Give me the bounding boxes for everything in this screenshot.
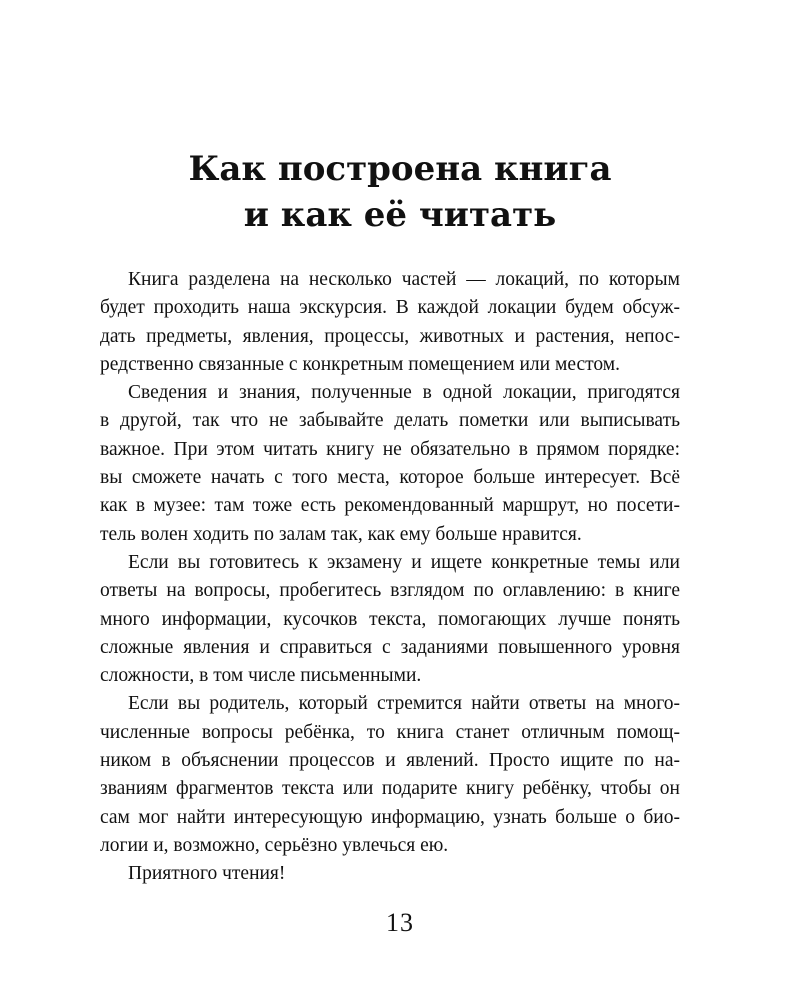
body-text bbox=[100, 266, 680, 889]
text-line: дать предметы, явления, процессы, животных и растения, непос- bbox=[100, 325, 680, 347]
text-line: сам мог найти интересующую информацию, узнать больше о био- bbox=[100, 806, 680, 828]
text-line: Книга разделена на несколько частей — локаций, по которым bbox=[128, 269, 680, 290]
text-line: редственно связанные с конкретным помещением или местом. bbox=[100, 353, 620, 375]
chapter-title-line-1: Как построена книга bbox=[188, 149, 612, 189]
text-line: логии и, возможно, серьёзно увлечься ею. bbox=[100, 834, 449, 856]
text-line: Приятного чтения! bbox=[128, 863, 286, 885]
text-line: тель волен ходить по залам так, как ему больше нравится. bbox=[100, 523, 582, 545]
text-line: в другой, так что не забывайте делать пометки или выписывать bbox=[100, 410, 680, 432]
paragraph-1 bbox=[100, 266, 680, 379]
text-line: будет проходить наша экскурсия. В каждой локации будем обсуж- bbox=[100, 297, 680, 319]
text-line: Если вы родитель, который стремится найти ответы на много- bbox=[128, 693, 680, 715]
text-line: много информации, кусочков текста, помогающих лучше понять bbox=[100, 608, 680, 630]
text-line: сложные явления и справиться с заданиями повышенного уровня bbox=[100, 636, 680, 658]
chapter-title bbox=[0, 146, 800, 238]
chapter-title-line-2: и как её читать bbox=[243, 195, 557, 235]
text-line: ответы на вопросы, пробегитесь взглядом по оглавлению: в книге bbox=[100, 580, 680, 602]
text-line: важное. При этом читать книгу не обязательно в прямом порядке: bbox=[100, 438, 680, 460]
paragraph-2 bbox=[100, 379, 680, 549]
text-line: Сведения и знания, полученные в одной локации, пригодятся bbox=[128, 382, 680, 404]
text-line: вы сможете начать с того места, которое больше интересует. Всё bbox=[100, 467, 680, 489]
paragraph-3 bbox=[100, 549, 680, 690]
paragraph-5 bbox=[100, 860, 680, 888]
text-line: ником в объяснении процессов и явлений. Просто ищите по на- bbox=[100, 750, 680, 772]
paragraph-4 bbox=[100, 690, 680, 860]
text-line: численные вопросы ребёнка, то книга станет отличным помощ- bbox=[100, 721, 680, 743]
text-line: Если вы готовитесь к экзамену и ищете конкретные темы или bbox=[128, 551, 680, 573]
page-number: 13 bbox=[386, 908, 414, 937]
text-line: сложности, в том числе письменными. bbox=[100, 665, 422, 687]
text-line: как в музее: там тоже есть рекомендованный маршрут, но посети- bbox=[100, 495, 680, 517]
text-line: званиям фрагментов текста или подарите книгу ребёнку, чтобы он bbox=[100, 778, 680, 800]
